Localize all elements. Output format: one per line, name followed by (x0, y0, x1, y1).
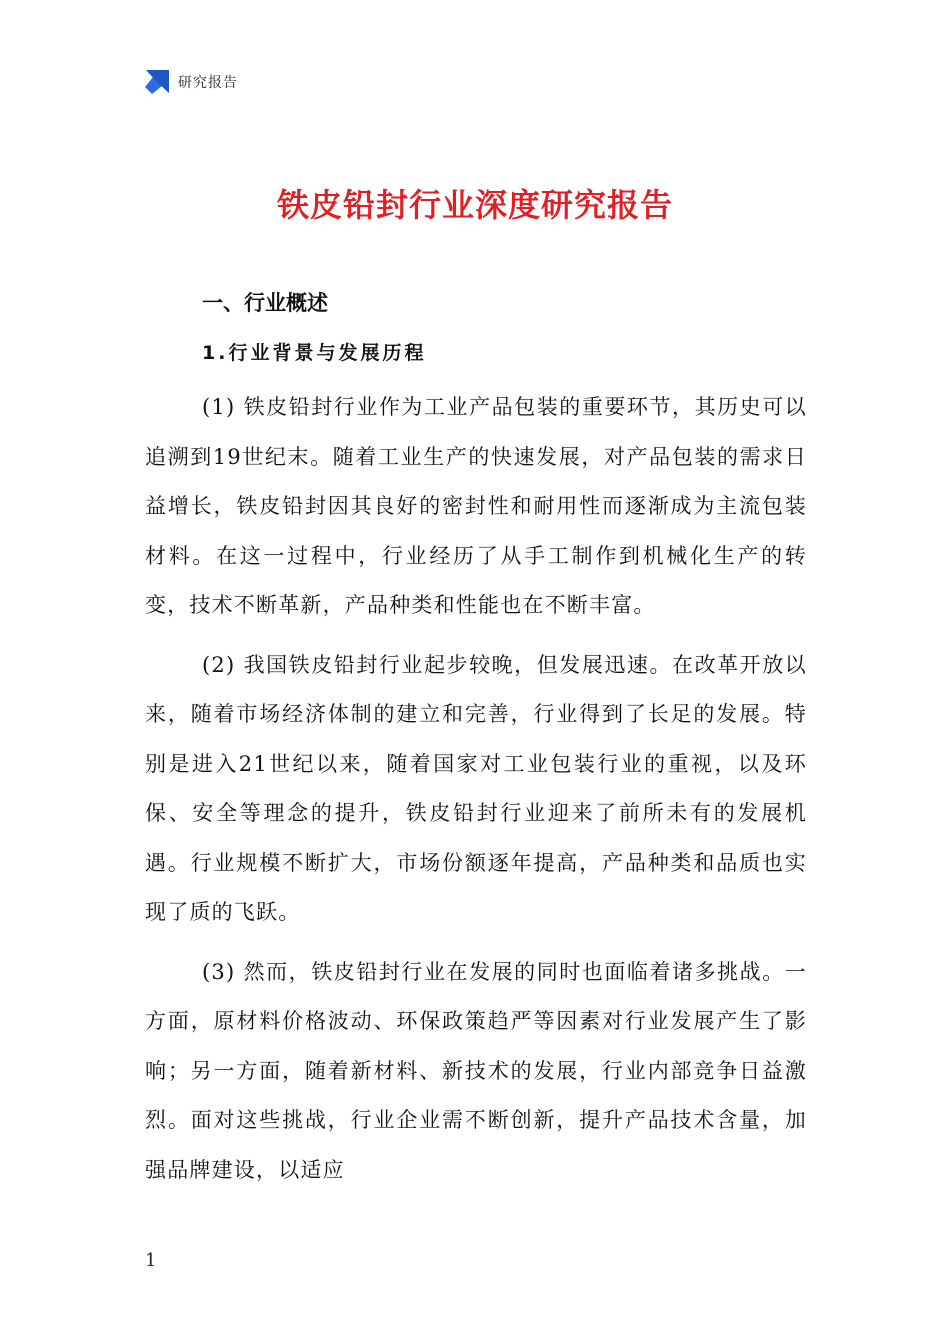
document-body (145, 283, 807, 1195)
subsection-heading: 1.行业背景与发展历程 (202, 342, 427, 364)
paragraph: (1) 铁皮铅封行业作为工业产品包装的重要环节，其历史可以追溯到19世纪末。随着工业生产的快速发展，对产品包装的需求日益增长，铁皮铅封因其良好的密封性和耐用性而逐渐成为主流包装材料。在这一过程中，行业经历了从手工制作到机械化生产的转变，技术不断革新，产品种类和性能也在不断丰富。 (145, 395, 807, 617)
page-header (144, 68, 238, 96)
arrow-up-right-icon (144, 69, 170, 95)
page-number: 1 (145, 1250, 157, 1271)
paragraph: (2) 我国铁皮铅封行业起步较晚，但发展迅速。在改革开放以来，随着市场经济体制的建立和完善，行业得到了长足的发展。特别是进入21世纪以来，随着国家对工业包装行业的重视，以及环保、安全等理念的提升，铁皮铅封行业迎来了前所未有的发展机遇。行业规模不断扩大，市场份额逐年提高，产品种类和品质也实现了质的飞跃。 (145, 652, 807, 924)
section-heading: 一、行业概述 (202, 291, 328, 315)
document-title: 铁皮铅封行业深度研究报告 (276, 186, 673, 224)
paragraph: (3) 然而，铁皮铅封行业在发展的同时也面临着诸多挑战。一方面，原材料价格波动、环保政策趋严等因素对行业发展产生了影响；另一方面，随着新材料、新技术的发展，行业内部竞争日益激烈。面对这些挑战，行业企业需不断创新，提升产品技术含量，加强品牌建设，以适应 (145, 959, 807, 1182)
header-label: 研究报告 (178, 75, 238, 91)
